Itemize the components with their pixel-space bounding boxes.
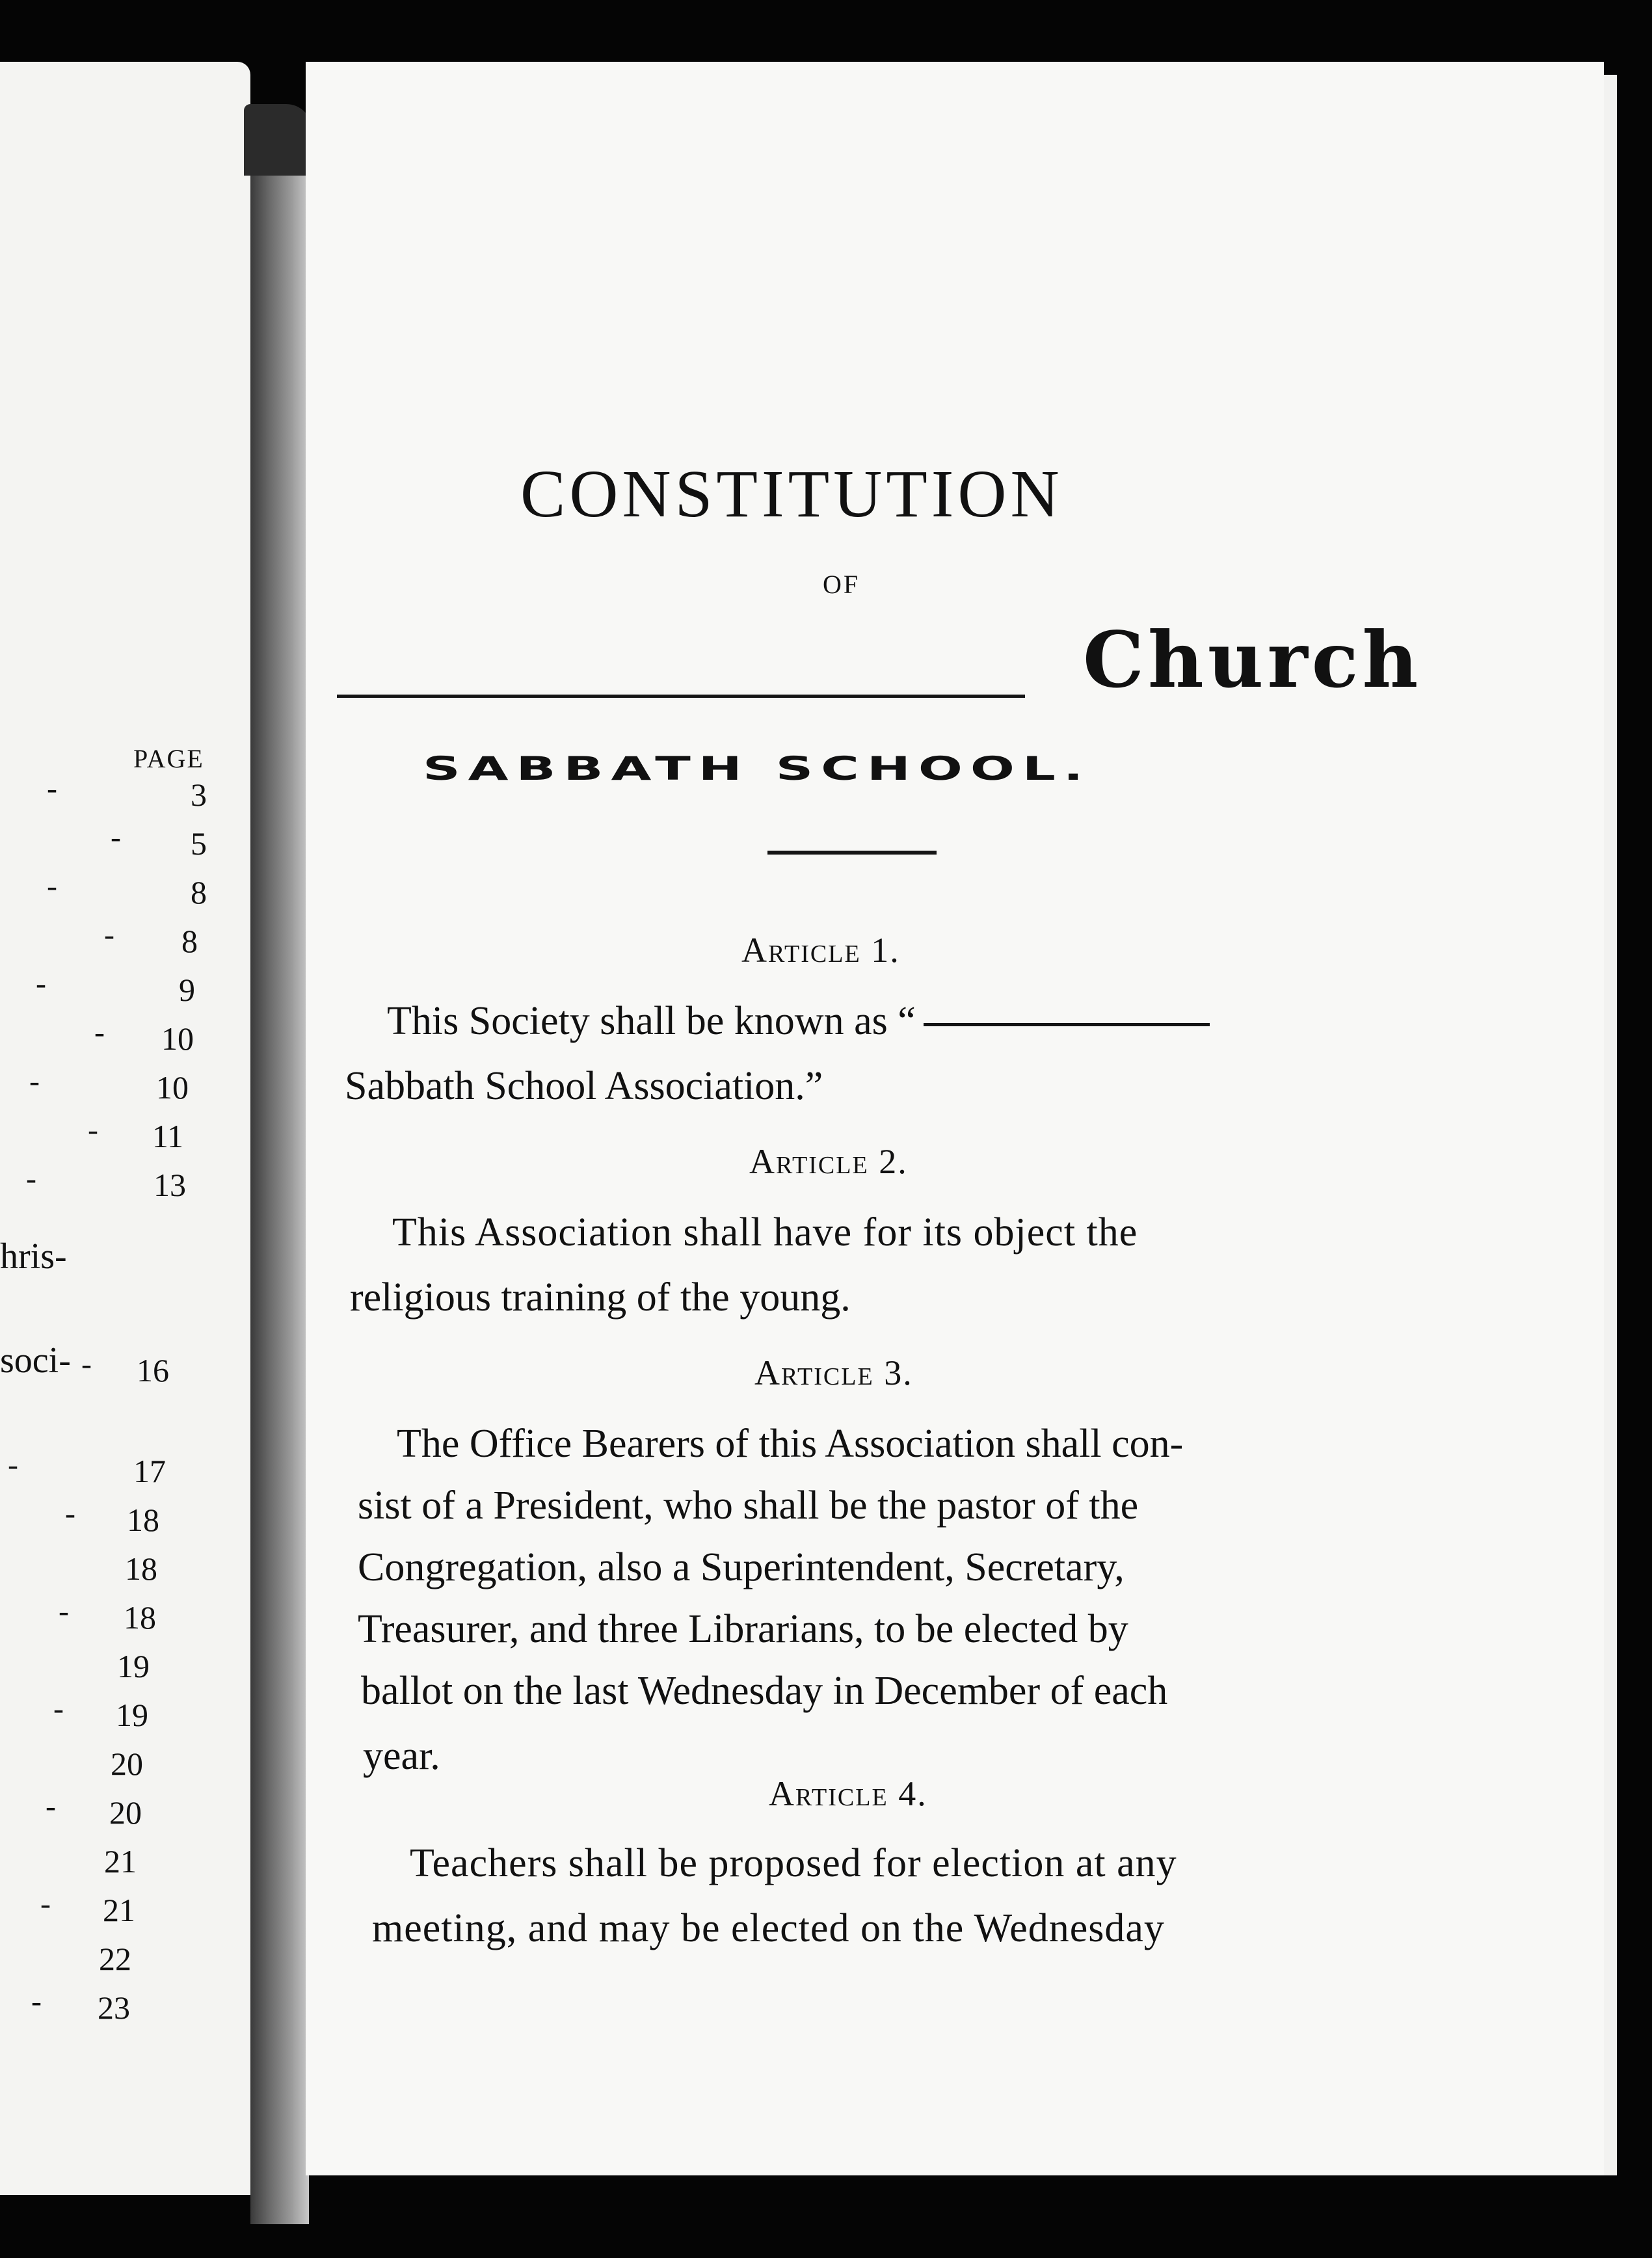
article-text-line: The Office Bearers of this Association shall con- <box>397 1422 1184 1466</box>
article-text-line: Sabbath School Association.” <box>345 1064 823 1108</box>
toc-dash: - <box>104 918 114 952</box>
toc-page-number: 3 <box>191 777 207 813</box>
toc-row <box>0 1692 250 1742</box>
toc-row <box>0 1162 250 1212</box>
toc-dash: - <box>94 1015 105 1050</box>
article-text-line: religious training of the young. <box>350 1275 851 1320</box>
toc-page-number: 18 <box>127 1502 159 1538</box>
document-subtitle: SABBATH SCHOOL. <box>423 750 1091 788</box>
article-text-line <box>387 998 1210 1044</box>
toc-page-number: 22 <box>99 1941 131 1977</box>
toc-row <box>0 1015 250 1065</box>
left-page-contents <box>0 62 250 2195</box>
toc-page-number: 19 <box>117 1648 150 1684</box>
toc-page-label: PAGE <box>133 744 204 773</box>
toc-dash: - <box>53 1692 64 1726</box>
toc-page-number: 21 <box>104 1843 137 1879</box>
toc-page-number: 9 <box>179 972 195 1008</box>
toc-page-number: 13 <box>153 1167 186 1203</box>
toc-page-number: 8 <box>181 923 198 959</box>
toc-page-number: 23 <box>98 1989 130 2026</box>
toc-page-number: 17 <box>133 1453 166 1489</box>
toc-dash: - <box>47 771 57 806</box>
toc-row <box>0 1550 250 1595</box>
toc-dash: - <box>81 1347 92 1381</box>
toc-row <box>0 918 250 968</box>
toc-row <box>0 1745 250 1790</box>
article-text: This Society shall be known as “ <box>387 999 916 1043</box>
toc-dash: - <box>31 1984 42 2019</box>
toc-dash: - <box>8 1448 18 1482</box>
toc-dash: - <box>26 1162 36 1196</box>
church-word: Church <box>1083 615 1422 705</box>
toc-page-number: 5 <box>191 825 207 862</box>
toc-dash: - <box>29 1064 40 1098</box>
toc-row <box>0 1887 250 1937</box>
toc-row <box>0 869 250 919</box>
toc-row <box>0 1842 250 1888</box>
article-text-line: sist of a President, who shall be the pastor of the <box>358 1483 1139 1528</box>
article-heading: Article 1. <box>741 931 900 970</box>
toc-page-number: 21 <box>103 1892 135 1928</box>
toc-dash: - <box>47 869 57 903</box>
toc-dash: - <box>65 1496 75 1531</box>
toc-row <box>0 1940 250 1986</box>
toc-row <box>0 1594 250 1644</box>
toc-row <box>0 1113 250 1163</box>
title-rule <box>767 851 937 855</box>
toc-dash: - <box>36 966 46 1001</box>
toc-dash: - <box>88 1113 98 1147</box>
page-edge <box>1604 75 1617 2175</box>
toc-page-number: 20 <box>111 1746 143 1782</box>
article-text-line: ballot on the last Wednesday in December of each <box>361 1669 1168 1713</box>
toc-row <box>0 966 250 1016</box>
toc-row <box>0 1064 250 1114</box>
toc-page-number: 19 <box>116 1697 148 1733</box>
article-text-line: Treasurer, and three Librarians, to be elected by <box>358 1607 1128 1651</box>
constitution-page <box>306 62 1604 2175</box>
article-text-line: Congregation, also a Superintendent, Secretary, <box>358 1545 1125 1589</box>
toc-page-number: 10 <box>156 1069 189 1106</box>
toc-row <box>0 1984 250 2034</box>
toc-dash: - <box>59 1594 69 1628</box>
article-heading: Article 3. <box>754 1353 913 1392</box>
toc-row <box>0 1448 250 1498</box>
toc-row <box>0 1496 250 1547</box>
toc-row <box>0 1347 250 1397</box>
article-text-line: Teachers shall be proposed for election at any <box>410 1841 1177 1885</box>
book-gutter-shadow <box>250 117 309 2224</box>
title-of: OF <box>823 570 860 599</box>
toc-page-number: 18 <box>125 1550 157 1587</box>
name-blank-line <box>924 1023 1210 1026</box>
document-title: CONSTITUTION <box>520 457 1063 531</box>
toc-dash: - <box>40 1887 51 1921</box>
article-text-line: This Association shall have for its object the <box>392 1210 1138 1255</box>
toc-page-number: 11 <box>152 1118 183 1154</box>
article-heading: Article 4. <box>769 1774 927 1813</box>
article-text-line: meeting, and may be elected on the Wednesday <box>372 1906 1165 1950</box>
article-heading: Article 2. <box>749 1142 908 1181</box>
toc-dash: - <box>46 1789 56 1824</box>
toc-dash: - <box>111 820 121 855</box>
article-text-line: year. <box>363 1734 440 1778</box>
church-name-blank <box>337 695 1025 698</box>
toc-page-number: 8 <box>191 874 207 910</box>
book-spine-top <box>244 104 312 176</box>
toc-row <box>0 771 250 821</box>
toc-page-number: 10 <box>161 1020 194 1057</box>
toc-fragment: hris- <box>0 1236 67 1277</box>
toc-page-number: 18 <box>124 1599 156 1636</box>
toc-fragment: soci- <box>0 1340 71 1381</box>
toc-page-number: 16 <box>137 1352 169 1388</box>
toc-page-number: 20 <box>109 1794 142 1831</box>
toc-row <box>0 1789 250 1839</box>
toc-row <box>0 1647 250 1693</box>
toc-row <box>0 820 250 870</box>
